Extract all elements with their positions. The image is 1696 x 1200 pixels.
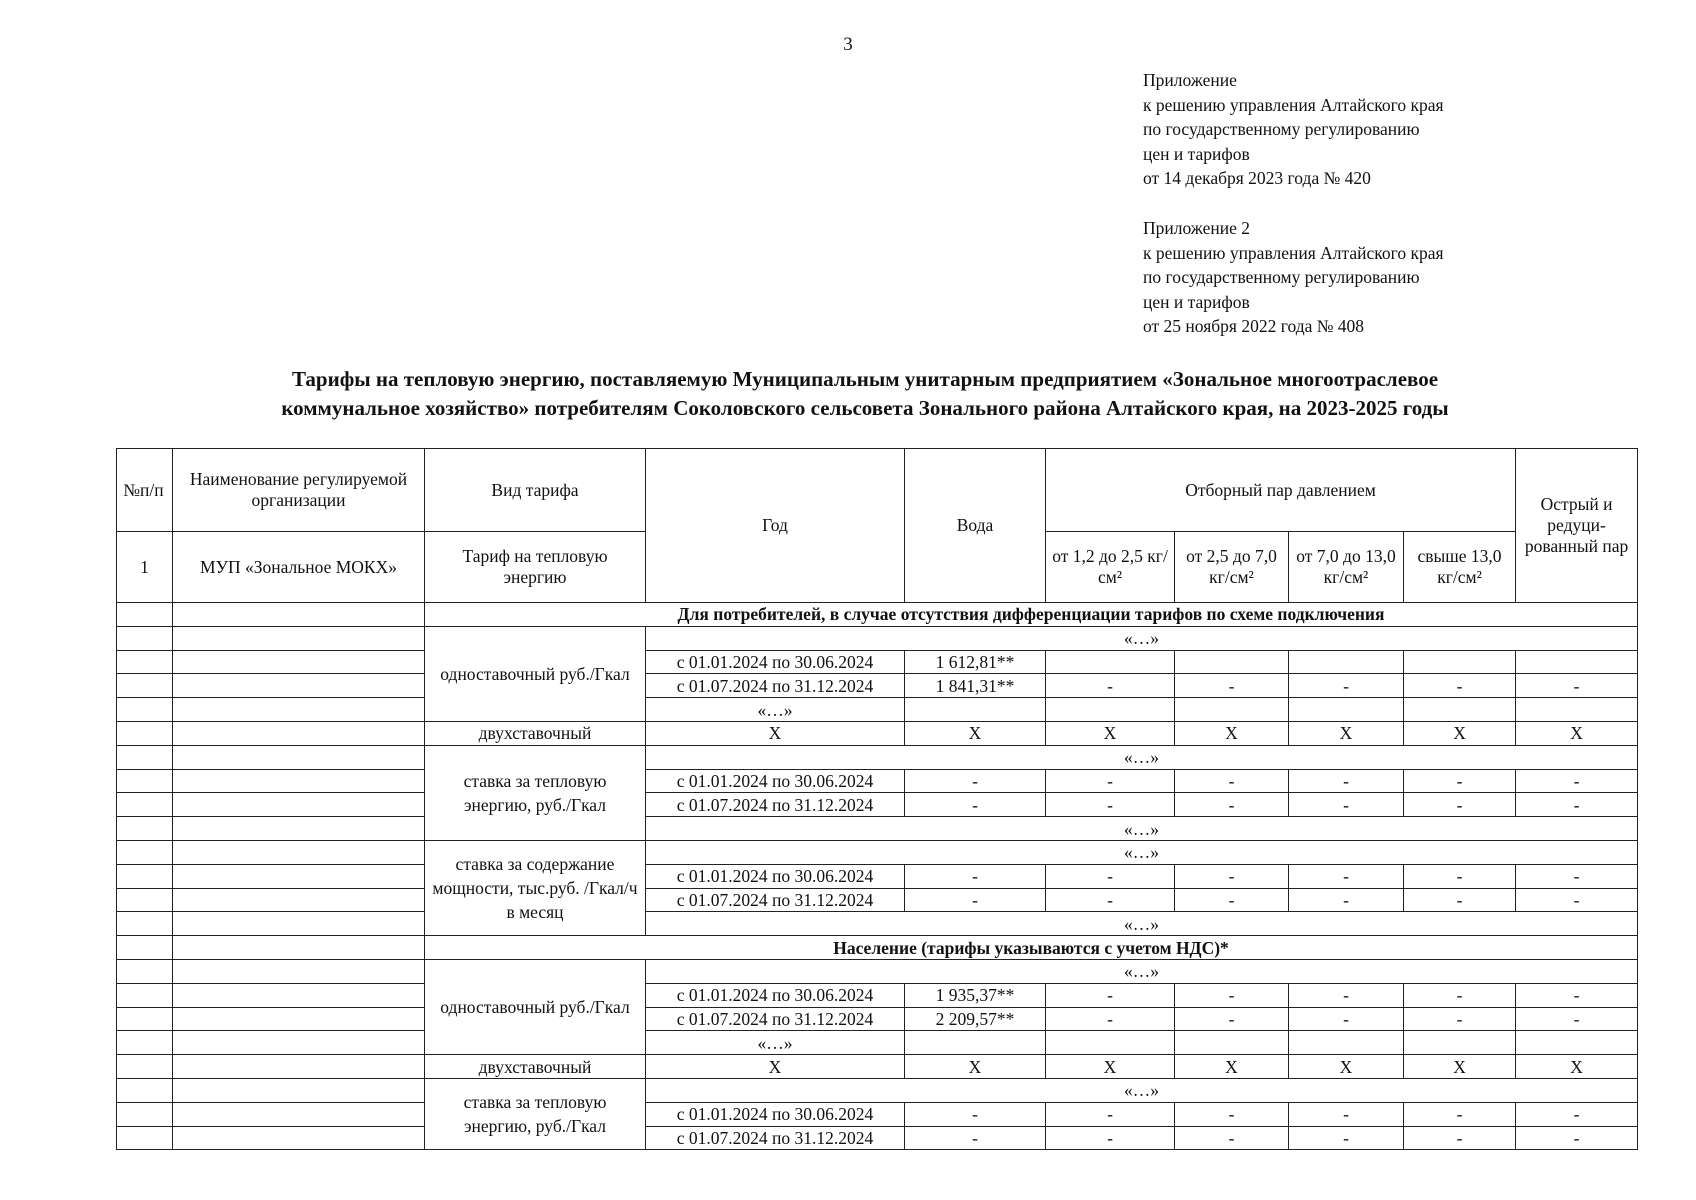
document-title bbox=[100, 365, 1630, 423]
dash-cell: - bbox=[1516, 1126, 1638, 1150]
dash-cell: - bbox=[1404, 1126, 1516, 1150]
dash-cell: - bbox=[1289, 1102, 1404, 1126]
section-title: Для потребителей, в случае отсутствия дифференциации тарифов по схеме подключения bbox=[425, 603, 1638, 627]
ellipsis-cell: «…» bbox=[646, 959, 1638, 983]
table-row bbox=[117, 983, 1638, 1007]
table-row bbox=[117, 912, 1638, 936]
dash-cell: - bbox=[1289, 888, 1404, 912]
ellipsis-cell: «…» bbox=[646, 626, 1638, 650]
table-row bbox=[117, 721, 1638, 745]
tariff-kind: Тариф на тепловую энергию bbox=[425, 532, 646, 603]
dash-cell: - bbox=[1289, 1007, 1404, 1031]
dash-cell: - bbox=[1046, 674, 1175, 698]
table-row bbox=[117, 674, 1638, 698]
x-cell: Х bbox=[1289, 1055, 1404, 1079]
dash-cell: - bbox=[1516, 793, 1638, 817]
period-cell: с 01.01.2024 по 30.06.2024 bbox=[646, 650, 905, 674]
appendix-line: от 25 ноября 2022 года № 408 bbox=[1143, 316, 1365, 336]
water-value: 2 209,57** bbox=[905, 1007, 1046, 1031]
appendix-line: Приложение bbox=[1143, 70, 1237, 90]
dash-cell: - bbox=[1175, 1007, 1289, 1031]
x-cell: Х bbox=[1516, 1055, 1638, 1079]
table-row bbox=[117, 793, 1638, 817]
dash-cell: - bbox=[1046, 864, 1175, 888]
ellipsis-cell: «…» bbox=[646, 1031, 905, 1055]
two-rate-label: двухставочный bbox=[425, 721, 646, 745]
two-rate-label: двухставочный bbox=[425, 1055, 646, 1079]
table-row bbox=[117, 1126, 1638, 1150]
period-cell: с 01.07.2024 по 31.12.2024 bbox=[646, 793, 905, 817]
dash-cell: - bbox=[1175, 983, 1289, 1007]
dash-cell: - bbox=[1289, 864, 1404, 888]
dash-cell: - bbox=[1516, 864, 1638, 888]
dash-cell: - bbox=[1289, 793, 1404, 817]
x-cell: Х bbox=[1404, 1055, 1516, 1079]
dash-cell: - bbox=[1046, 983, 1175, 1007]
appendix-line: Приложение 2 bbox=[1143, 218, 1251, 238]
x-cell: Х bbox=[905, 721, 1046, 745]
x-cell: Х bbox=[1175, 1055, 1289, 1079]
table-row bbox=[117, 698, 1638, 722]
dash-cell: - bbox=[1404, 888, 1516, 912]
dash-cell: - bbox=[905, 864, 1046, 888]
dash-cell: - bbox=[1175, 793, 1289, 817]
dash-cell: - bbox=[1404, 864, 1516, 888]
dash-cell: - bbox=[1404, 983, 1516, 1007]
table-row bbox=[117, 817, 1638, 841]
period-cell: с 01.01.2024 по 30.06.2024 bbox=[646, 769, 905, 793]
tariff-table bbox=[116, 448, 1638, 1150]
dash-cell: - bbox=[1046, 1126, 1175, 1150]
dash-cell: - bbox=[1289, 983, 1404, 1007]
dash-cell: - bbox=[1289, 1126, 1404, 1150]
dash-cell: - bbox=[1046, 1007, 1175, 1031]
period-cell: с 01.07.2024 по 31.12.2024 bbox=[646, 674, 905, 698]
period-cell: с 01.07.2024 по 31.12.2024 bbox=[646, 1007, 905, 1031]
dash-cell: - bbox=[1516, 1007, 1638, 1031]
dash-cell: - bbox=[905, 888, 1046, 912]
x-cell: Х bbox=[1289, 721, 1404, 745]
period-cell: с 01.01.2024 по 30.06.2024 bbox=[646, 983, 905, 1007]
water-value: 1 841,31** bbox=[905, 674, 1046, 698]
section-title: Население (тарифы указываются с учетом НДС)* bbox=[425, 936, 1638, 960]
x-cell: Х bbox=[1046, 1055, 1175, 1079]
header-sharp-steam: Острый и редуци-рованный пар bbox=[1516, 449, 1638, 603]
one-rate-label: одноставочный руб./Гкал bbox=[425, 959, 646, 1054]
water-value: 1 935,37** bbox=[905, 983, 1046, 1007]
ellipsis-cell: «…» bbox=[646, 817, 1638, 841]
table-row bbox=[117, 1031, 1638, 1055]
capacity-rate-label: ставка за содержание мощности, тыс.руб. /Гкал/ч в месяц bbox=[425, 840, 646, 935]
table-row bbox=[117, 840, 1638, 864]
dash-cell: - bbox=[905, 1126, 1046, 1150]
water-value: 1 612,81** bbox=[905, 650, 1046, 674]
dash-cell: - bbox=[1516, 1102, 1638, 1126]
table-row bbox=[117, 1078, 1638, 1102]
header-kind: Вид тарифа bbox=[425, 449, 646, 532]
dash-cell: - bbox=[1404, 1102, 1516, 1126]
period-cell: с 01.07.2024 по 31.12.2024 bbox=[646, 888, 905, 912]
dash-cell: - bbox=[1516, 983, 1638, 1007]
dash-cell: - bbox=[1175, 1126, 1289, 1150]
dash-cell: - bbox=[1046, 793, 1175, 817]
dash-cell: - bbox=[1289, 674, 1404, 698]
page-number: 3 bbox=[843, 34, 853, 55]
dash-cell: - bbox=[1404, 769, 1516, 793]
period-cell: с 01.01.2024 по 30.06.2024 bbox=[646, 1102, 905, 1126]
appendix-line: от 14 декабря 2023 года № 420 bbox=[1143, 168, 1371, 188]
heat-rate-label: ставка за тепловую энергию, руб./Гкал bbox=[425, 745, 646, 840]
title-line: коммунальное хозяйство» потребителям Соколовского сельсовета Зонального района Алтайского края, на 2023-2025 годы bbox=[281, 396, 1449, 420]
header-year: Год bbox=[646, 449, 905, 603]
table-row bbox=[117, 769, 1638, 793]
appendix-note-2 bbox=[1143, 216, 1444, 339]
section-row bbox=[117, 936, 1638, 960]
dash-cell: - bbox=[1175, 674, 1289, 698]
table-row bbox=[117, 1102, 1638, 1126]
table-row bbox=[117, 745, 1638, 769]
section-row bbox=[117, 603, 1638, 627]
appendix-line: цен и тарифов bbox=[1143, 291, 1250, 312]
appendix-line: цен и тарифов bbox=[1143, 143, 1250, 164]
dash-cell: - bbox=[1516, 888, 1638, 912]
x-cell: Х bbox=[646, 1055, 905, 1079]
table-row bbox=[117, 626, 1638, 650]
appendix-line: по государственному регулированию bbox=[1143, 119, 1420, 139]
ellipsis-cell: «…» bbox=[646, 840, 1638, 864]
dash-cell: - bbox=[1404, 674, 1516, 698]
table-row bbox=[117, 959, 1638, 983]
dash-cell: - bbox=[905, 1102, 1046, 1126]
ellipsis-cell: «…» bbox=[646, 1078, 1638, 1102]
one-rate-label: одноставочный руб./Гкал bbox=[425, 626, 646, 721]
dash-cell: - bbox=[1175, 864, 1289, 888]
period-cell: с 01.07.2024 по 31.12.2024 bbox=[646, 1126, 905, 1150]
header-pressure-4: свыше 13,0 кг/см² bbox=[1404, 532, 1516, 603]
dash-cell: - bbox=[1516, 674, 1638, 698]
appendix-line: к решению управления Алтайского края bbox=[1143, 242, 1444, 263]
org-num: 1 bbox=[117, 532, 173, 603]
dash-cell: - bbox=[1046, 1102, 1175, 1126]
org-name: МУП «Зональное МОКХ» bbox=[173, 532, 425, 603]
table-row bbox=[117, 864, 1638, 888]
table-row bbox=[117, 888, 1638, 912]
x-cell: Х bbox=[1046, 721, 1175, 745]
dash-cell: - bbox=[1404, 1007, 1516, 1031]
x-cell: Х bbox=[1404, 721, 1516, 745]
dash-cell: - bbox=[1175, 769, 1289, 793]
header-num: №п/п bbox=[117, 449, 173, 532]
x-cell: Х bbox=[646, 721, 905, 745]
ellipsis-cell: «…» bbox=[646, 698, 905, 722]
dash-cell: - bbox=[1175, 888, 1289, 912]
heat-rate-label: ставка за тепловую энергию, руб./Гкал bbox=[425, 1078, 646, 1149]
title-line: Тарифы на тепловую энергию, поставляемую Муниципальным унитарным предприятием «Зональное многоотраслевое bbox=[291, 367, 1439, 391]
table-row bbox=[117, 1007, 1638, 1031]
header-pressure-1: от 1,2 до 2,5 кг/см² bbox=[1046, 532, 1175, 603]
x-cell: Х bbox=[1516, 721, 1638, 745]
table-row bbox=[117, 650, 1638, 674]
dash-cell: - bbox=[905, 769, 1046, 793]
period-cell: с 01.01.2024 по 30.06.2024 bbox=[646, 864, 905, 888]
dash-cell: - bbox=[1289, 769, 1404, 793]
header-water: Вода bbox=[905, 449, 1046, 603]
dash-cell: - bbox=[1046, 888, 1175, 912]
dash-cell: - bbox=[1175, 1102, 1289, 1126]
header-pressure-2: от 2,5 до 7,0 кг/см² bbox=[1175, 532, 1289, 603]
header-pressure-3: от 7,0 до 13,0 кг/см² bbox=[1289, 532, 1404, 603]
appendix-note-1 bbox=[1143, 68, 1444, 191]
dash-cell: - bbox=[1404, 793, 1516, 817]
appendix-line: по государственному регулированию bbox=[1143, 267, 1420, 287]
dash-cell: - bbox=[1046, 769, 1175, 793]
appendix-line: к решению управления Алтайского края bbox=[1143, 94, 1444, 115]
header-steam: Отборный пар давлением bbox=[1046, 449, 1516, 532]
ellipsis-cell: «…» bbox=[646, 912, 1638, 936]
ellipsis-cell: «…» bbox=[646, 745, 1638, 769]
dash-cell: - bbox=[1516, 769, 1638, 793]
table-row bbox=[117, 1055, 1638, 1079]
header-row bbox=[117, 449, 1638, 532]
dash-cell: - bbox=[905, 793, 1046, 817]
x-cell: Х bbox=[1175, 721, 1289, 745]
header-org: Наименование регулируемой организации bbox=[173, 449, 425, 532]
x-cell: Х bbox=[905, 1055, 1046, 1079]
